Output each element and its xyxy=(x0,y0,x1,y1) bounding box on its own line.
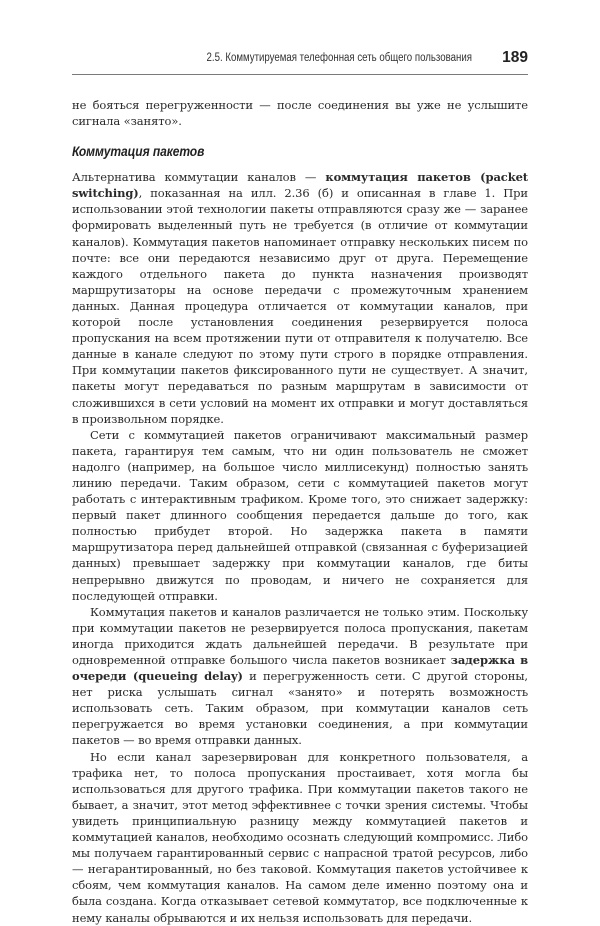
page-header xyxy=(72,50,528,75)
paragraph-reservation: Но если канал зарезервирован для конкретного пользователя, а трафика нет, то полоса пропускания простаивает, хотя могла бы использоваться для другого трафика. При коммутации пакетов такого не бывает, а значит, этот метод эффективнее с точки зрения системы. Чтобы увидеть принципиальную разницу между коммутацией пакетов и коммутацией каналов, необходимо осознать следующий компромисс. Либо мы получаем гарантированный сервис с напрасной тратой ресурсов, либо — негарантированный, но без таковой. Коммутация пакетов устойчивее к сбоям, чем коммутация каналов. На самом деле именно поэтому она и была создана. Когда отказывает сетевой коммутатор, все подключенные к нему каналы обрываются и их нельзя использовать для передачи. xyxy=(72,749,528,925)
page-number: 189 xyxy=(502,49,528,66)
paragraph-packet-switching-intro xyxy=(72,169,528,427)
paragraph-queueing xyxy=(72,604,528,749)
page-body xyxy=(72,97,528,926)
paragraph-continuation: не бояться перегруженности — после соединения вы уже не услышите сигнала «занято». xyxy=(72,98,528,129)
term-packet-switching: коммутация пакетов (packet switching) xyxy=(72,170,528,201)
term-queueing-delay: задержка в очереди (queueing delay) xyxy=(72,653,528,684)
paragraph-text: и перегруженность сети. С другой стороны, нет риска услышать сигнал «занято» и потерять возможность использовать сеть. Таким образом, при коммутации каналов сеть перегружается во время установки соединения, а при коммутации пакетов — во время отправки данных. xyxy=(72,669,528,748)
paragraph-text: , показанная на илл. 2.36 (б) и описанная в главе 1. При использовании этой технологии пакеты отправляются сразу же — заранее формировать выделенный путь не требуется (в отличие от коммутации каналов). Коммутация пакетов напоминает отправку нескольких писем по почте: все они передаются независимо друг от друга. Перемещение каждого отдельного пакета до пункта назначения производят маршрутизаторы на основе передачи с промежуточным хранением данных. Данная процедура отличается от коммутации каналов, при которой после установления соединения резервируется полоса пропускания на всем протяжении пути от отправителя к получателю. Все данные в канале следуют по этому пути строго в порядке отправления. При коммутации пакетов фиксированного пути не существует. А значит, пакеты могут передаваться по разным маршрутам в зависимости от сложившихся в сети условий на момент их отправки и могут доставляться в произвольном порядке. xyxy=(72,186,528,426)
paragraph-text: Альтернатива коммутации каналов — xyxy=(72,170,326,185)
paragraph-text: Коммутация пакетов и каналов различается не только этим. Поскольку при коммутации пакетов не резервируется полоса пропускания, пакетам иногда приходится ждать дальнейшей передачи. В результате при одновременной отправке большого числа пакетов возникает xyxy=(72,604,528,667)
section-heading: Коммутация пакетов xyxy=(72,143,205,160)
paragraph-packet-size: Сети с коммутацией пакетов ограничивают максимальный размер пакета, гарантируя тем самым, что ни один пользователь не сможет надолго (например, на большое число миллисекунд) полностью занять линию передачи. Таким образом, сети с коммутацией пакетов могут работать с интерактивным трафиком. Кроме того, это снижает задержку: первый пакет длинного сообщения передается дальше до того, как полностью прибудет второй. Но задержка пакета в памяти маршрутизатора перед дальнейшей отправкой (связанная с буферизацией данных) превышает задержку при коммутации каналов, где биты непрерывно движутся по проводам, и ничего не сохраняется для последующей отправки. xyxy=(72,427,528,603)
running-title: 2.5. Коммутируемая телефонная сеть общего пользования xyxy=(206,52,472,64)
